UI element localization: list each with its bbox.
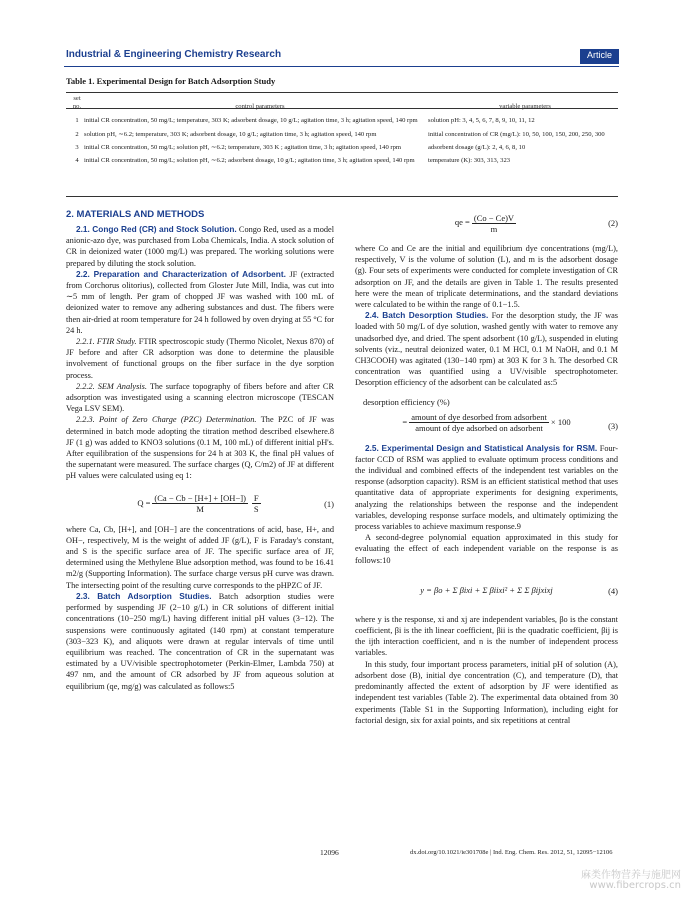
table-row [66, 141, 618, 154]
col-control: control parameters [235, 103, 285, 111]
cell-variable: initial concentration of CR (mg/L): 10, 50, 100, 150, 200, 250, 300 [428, 130, 605, 138]
para-2-2-2: 2.2.2. SEM Analysis. The surface topography of fibers before and after CR adsorption was investigated using a scanning electron microscope (TESCAN Vega LSV SEM). [66, 381, 334, 414]
para-2-2: 2.2. Preparation and Characterization of Adsorbent. JF (extracted from Corchorus olitorius), collected from Gloster Jute Mill, India, was cut into ∼5 mm of length. Per gram of chopped JF was washed with 100 mL of deionized water to remove any adhering substances and dust. The fibers were then air-dried at room temperature for 24 h followed by oven drying at 55 °C for 24 h. [66, 268, 334, 335]
section-title: 2. MATERIALS AND METHODS [66, 209, 205, 220]
doi-line: dx.doi.org/10.1021/ie301708e | Ind. Eng. Chem. Res. 2012, 51, 12095−12106 [410, 849, 613, 856]
para-2-2-1: 2.2.1. FTIR Study. FTIR spectroscopic study (Thermo Nicolet, Nexus 870) of JF before and after CR adsorption was done to determine the plausible involvement of functional groups on the fiber surface in the dye sorption process. [66, 337, 334, 380]
watermark-line1: 麻类作物营养与施肥网 [581, 870, 681, 881]
table-head-row [66, 95, 618, 114]
para-after-eq2: where Co and Ce are the initial and equilibrium dye concentrations (mg/L), respectively, V is the volume of solution (L), and m is the adsorbent dosage (g). Four sets of experiments were conducted for complete investigation of CR adsorption on JF, and the details are given in Table 1. The results presented here were the mean of triplicate determinations, and the standard deviations were calculated to be within the range of 0.1−1.5. [355, 244, 618, 310]
cell-set-no: 2 [75, 130, 79, 138]
cell-variable: temperature (K): 303, 313, 323 [428, 157, 511, 165]
cell-set-no: 3 [75, 143, 79, 151]
table-top-rule [66, 92, 618, 93]
table-row [66, 154, 618, 167]
para-polynomial: A second-degree polynomial equation approximated in this study for evaluating the effect of each independent variable on the response is as follows:10 [355, 533, 618, 565]
header-rule [64, 66, 619, 67]
table-row [66, 128, 618, 141]
left-column [66, 209, 334, 692]
cell-control: solution pH, ∼6.2; temperature, 303 K; adsorbent dosage, 10 g/L; agitation time, 3 h; agitation speed, 140 rpm [84, 130, 377, 138]
table-bottom-rule [66, 196, 618, 197]
equation-4: y = βo + Σ βixi + Σ βiixi² + Σ Σ βijxixj (4) [420, 585, 618, 596]
cell-set-no: 4 [75, 157, 79, 165]
design-table [66, 95, 618, 167]
para-after-eq4: where y is the response, xi and xj are independent variables, βo is the constant coefficient, βi is the ith linear coefficient, βii is the quadratic coefficient, βij is the ijth interaction coefficient, and n is the number of independent process variables. [355, 614, 618, 658]
para-2-4: 2.4. Batch Desorption Studies. For the desorption study, the JF was loaded with 50 mg/L of dye solution, washed gently with water to remove any unadsorbed dye, and dried. The spent adsorbent (10 g/L), suspended in eluting solvents (viz., neutral deionized water, 0.1 M HCl, 0.1 M NaOH, and 0.1 M CH3COOH) was agitated (130−140 rpm) at 303 K for 3 h. The desorbed CR concentration was quantified using a UV/visible spectrophotometer. Desorption efficiency of the adsorbent can be calculated as:5 [355, 310, 619, 388]
journal-name: Industrial & Engineering Chemistry Research [66, 49, 282, 60]
equation-number: (1) [324, 498, 334, 509]
cell-set-no: 1 [75, 117, 79, 125]
cell-control: initial CR concentration, 50 mg/L; solution pH, ∼6.2; temperature, 303 K ; agitation time, 3 h; agitation speed, 140 rpm [84, 143, 402, 151]
equation-2: qe = $\frac{(Co - Ce)V}{m}$ (2) [454, 212, 618, 234]
table-row [66, 114, 618, 127]
watermark-line2: www.fibercrops.cn [589, 880, 681, 891]
para-2-3: 2.3. Batch Adsorption Studies. Batch adsorption studies were performed by suspending JF (2−10 g/L) in CR solutions of different initial concentrations (10−250 mg/L) having different initial pH values (3−12). The suspensions were continuously agitated (140 rpm) at constant temperature (303−323 K), and aliquots were drawn at regular intervals of time until equilibrium was reached. The concentration of CR in the supernatant was estimated by a UV/visible spectrophotometer (Perkin-Elmer, Lambda 750) at 497 nm, and the amount of CR adsorbed by JF from aqueous solution at equilibrium (qe, mg/g) was calculated as follows:5 [66, 590, 335, 691]
equation-number: (3) [608, 420, 618, 431]
equation-number: (4) [608, 585, 618, 596]
equation-number: (2) [608, 218, 618, 228]
table-head-rule [66, 108, 618, 109]
para-2-1: 2.1. Congo Red (CR) and Stock Solution. Congo Red, used as a model anionic-azo dye, was purchased from Loba Chemicals, India. A stock solution of CR in deionized water (1000 mg/L) was prepared. The working solutions were prepared by diluting the stock solution. [66, 224, 335, 268]
cell-control: initial CR concentration, 50 mg/L; temperature, 303 K; adsorbent dosage, 10 g/L; agitation time, 3 h; agitation speed, 140 rpm [84, 117, 418, 125]
para-2-5: 2.5. Experimental Design and Statistical Analysis for RSM. Four-factor CCD of RSM was applied to evaluate optimum process conditions and the individual and combined effects of the independent test variables on the response (adsorption capacity). RSM is an efficient statistical method that uses quantitative data of appropriate experiments for designing experiments, analyzing the relationships between the response and the independent variables, developing response surface models, and ultimately optimizing the process variables to achieve maximum response.9 [355, 442, 619, 532]
table-caption: Table 1. Experimental Design for Batch Adsorption Study [66, 76, 276, 86]
cell-variable: adsorbent dosage (g/L): 2, 4, 6, 8, 10 [428, 143, 526, 151]
article-badge: Article [580, 49, 619, 64]
cell-variable: solution pH: 3, 4, 5, 6, 7, 8, 9, 10, 11, 12 [428, 117, 535, 125]
equation-3: desorption efficiency (%) = $\frac{\text{amount of dye desorbed from adsorbent}}{\text{amount of dye adsorbed on adsorbent}}$ × 100 (3) [363, 396, 618, 434]
right-column [355, 209, 618, 726]
page-number: 12096 [320, 848, 339, 857]
page-header [64, 49, 619, 65]
equation-1: Q = $\frac{(Ca - Cb - [H+] + [OH-])}{M}$ $\frac{F}{S}$ (1) [137, 493, 334, 515]
cell-control: initial CR concentration, 50 mg/L; solution pH, ∼6.2; adsorbent dosage, 10 g/L; agitation time, 3 h; agitation speed, 140 rpm [84, 157, 415, 165]
para-after-eq1: where Ca, Cb, [H+], and [OH−] are the concentrations of acid, base, H+, and OH−, respectively, M is the weight of added JF (g/L), F is Faraday's constant, and S is the specific surface area of JF. The specific surface area of JF, determined using the Methylene Blue adsorption method, was found to be 16.41 m2/g (Supporting Information). The surface charge versus pH curve was drawn. The intersecting point of the resulting curve corresponds to the pHPZC of JF. [66, 524, 334, 590]
para-process-params: In this study, four important process parameters, initial pH of solution (A), adsorbent dose (B), initial dye concentration (C), and temperature (D), that predominantly affected the extent of adsorption by JF were identified as independent test variables (Table 2). The experimental data obtained from 30 experiments (Table S1 in the Supporting Information), including eight for factorial design, six for axial points, and six repetitions at central [355, 659, 618, 725]
col-set-no: set no. [72, 95, 82, 111]
col-variable: variable parameters [499, 103, 551, 111]
para-2-2-3: 2.2.3. Point of Zero Charge (PZC) Determination. The PZC of JF was determined in batch mode adopting the titration method described elsewhere.8 JF (1 g) was added to KNO3 solutions (0.1 M, 100 mL) of different initial pH's. After equilibration of the suspensions for 24 h at 303 K, the final pH values of the supernatant were measured. The surface charges (Q, C/m2) of JF at different pH values were calculated using eq 1: [66, 415, 334, 481]
